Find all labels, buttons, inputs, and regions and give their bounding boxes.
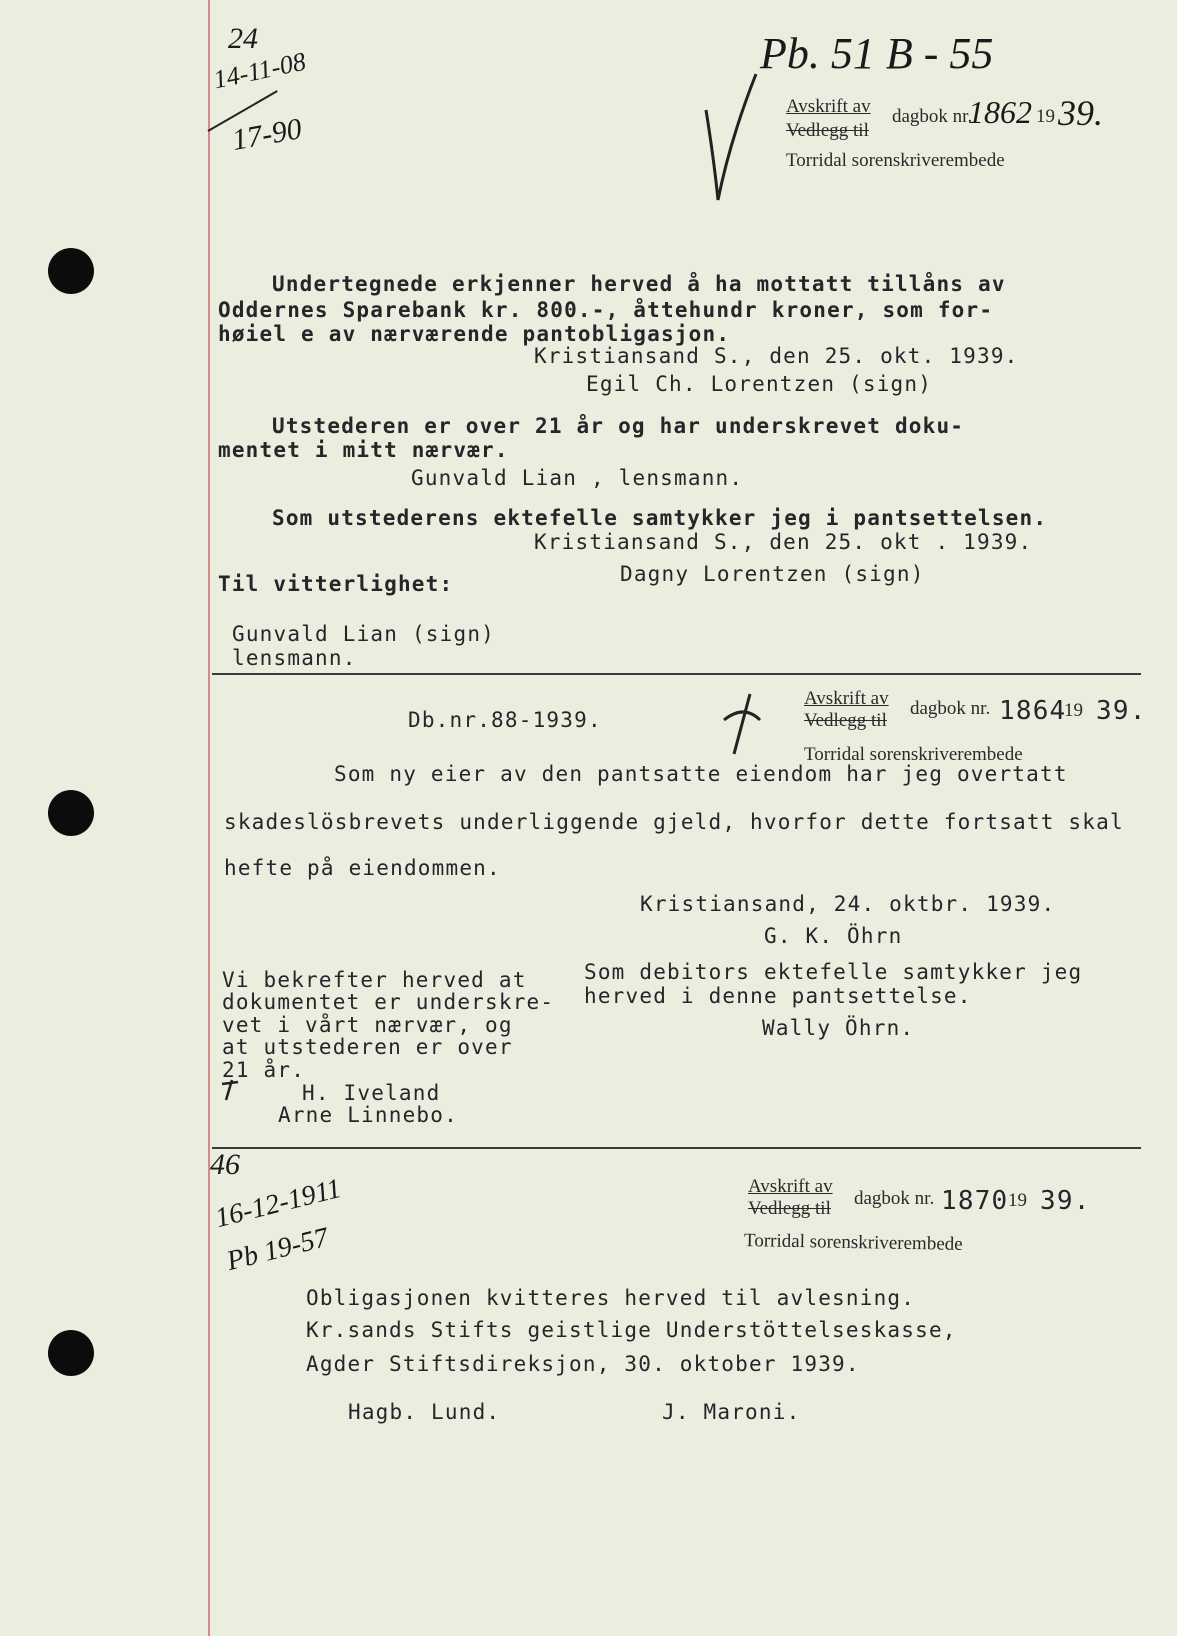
stamp-avskrift: Avskrift av — [748, 1176, 833, 1197]
stamp-year-prefix: 19 — [1036, 106, 1055, 127]
stamp-dagbok-number: 1864 — [999, 696, 1067, 726]
text-line: mentet i mitt nærvær. — [218, 438, 509, 462]
text-line: Agder Stiftsdireksjon, 30. oktober 1939. — [306, 1352, 860, 1376]
text-line: hefte på eiendommen. — [224, 856, 501, 880]
stamp-year-prefix: 19 — [1064, 700, 1083, 721]
initial-mark-icon — [720, 690, 770, 760]
stamp-dagbok-label: dagbok nr. — [910, 698, 991, 719]
text-line: Kristiansand S., den 25. okt. 1939. — [534, 344, 1019, 368]
stamp-avskrift: Avskrift av — [786, 96, 871, 117]
witness-line: Vi bekrefter herved at — [222, 968, 527, 992]
text-line: Oddernes Sparebank kr. 800.-, åttehundr kroner, som for- — [218, 298, 994, 322]
text-line: Som utstederens ektefelle samtykker jeg i pantsettelsen. — [272, 506, 1048, 530]
signature-line: Egil Ch. Lorentzen (sign) — [586, 372, 933, 396]
text-line: Utstederen er over 21 år og har underskrevet doku- — [272, 414, 965, 438]
signature-line: Hagb. Lund. — [348, 1400, 501, 1424]
stamp-office: Torridal sorenskriverembede — [786, 150, 1005, 171]
stamp-vedlegg: Vedlegg til — [748, 1198, 831, 1219]
text-line: herved i denne pantsettelse. — [584, 984, 972, 1008]
case-reference: Pb. 51 B - 55 — [760, 29, 994, 78]
text-line: Kr.sands Stifts geistlige Understöttelseskasse, — [306, 1318, 957, 1342]
stamp-dagbok-label: dagbok nr. — [854, 1188, 935, 1209]
section-divider — [212, 673, 1141, 675]
margin-line — [208, 0, 210, 1636]
text-line: Undertegnede erkjenner herved å ha mottatt tillåns av — [272, 272, 1006, 296]
punch-hole — [48, 790, 94, 836]
text-line: Kristiansand, 24. oktbr. 1939. — [640, 892, 1056, 916]
witness-line: at utstederen er over — [222, 1035, 513, 1059]
stamp-year-prefix: 19 — [1008, 1190, 1027, 1211]
stamp-dagbok-number: 1862 — [968, 94, 1032, 130]
signature-line: lensmann. — [232, 646, 357, 670]
punch-hole — [48, 248, 94, 294]
stamp-dagbok-label: dagbok nr. — [892, 106, 973, 127]
signature-line: Dagny Lorentzen (sign) — [620, 562, 925, 586]
signature-line: Gunvald Lian (sign) — [232, 622, 496, 646]
text-line: skadeslösbrevets underliggende gjeld, hvorfor dette fortsatt skal — [224, 810, 1124, 834]
text-line: Som ny eier av den pantsatte eiendom har jeg overtatt — [334, 762, 1068, 786]
witness-signature: H. Iveland — [302, 1081, 441, 1105]
signature-line: Wally Öhrn. — [762, 1016, 915, 1040]
signature-line: Gunvald Lian , lensmann. — [411, 466, 744, 490]
margin-note-number: 46 — [210, 1148, 240, 1181]
stamp-office: Torridal sorenskriverembede — [743, 1230, 963, 1255]
margin-note-ref: Pb 19-57 — [223, 1221, 332, 1278]
stamp-avskrift: Avskrift av — [804, 688, 889, 709]
witness-line: 21 år. — [222, 1058, 306, 1082]
text-line: Som debitors ektefelle samtykker jeg — [584, 960, 1083, 984]
margin-note-date: 14-11-08 — [210, 46, 309, 95]
text-line: høiel e av nærværende pantobligasjon. — [218, 322, 731, 346]
stamp-vedlegg: Vedlegg til — [786, 120, 869, 141]
cross-mark-icon — [220, 1078, 240, 1102]
stamp-year: 39. — [1096, 696, 1147, 726]
section-divider — [212, 1147, 1141, 1149]
witness-signature: Arne Linnebo. — [278, 1103, 458, 1127]
margin-note-number: 24 — [228, 22, 258, 55]
signature-line: J. Maroni. — [662, 1400, 801, 1424]
db-number: Db.nr.88-1939. — [408, 708, 602, 732]
stamp-office: Torridal sorenskriverembede — [804, 744, 1023, 765]
text-line: Kristiansand S., den 25. okt . 1939. — [534, 530, 1033, 554]
signature-line: G. K. Öhrn — [764, 924, 903, 948]
text-line: Til vitterlighet: — [218, 572, 454, 596]
margin-note-date: 16-12-1911 — [212, 1172, 345, 1235]
punch-hole — [48, 1330, 94, 1376]
witness-line: dokumentet er underskre- — [222, 990, 555, 1014]
stamp-dagbok-number: 1870 — [941, 1186, 1009, 1216]
stamp-vedlegg: Vedlegg til — [804, 710, 887, 731]
witness-line: vet i vårt nærvær, og — [222, 1013, 513, 1037]
margin-note-ref: 17-90 — [229, 112, 305, 157]
text-line: Obligasjonen kvitteres herved til avlesning. — [306, 1286, 916, 1310]
checkmark-icon — [700, 70, 760, 210]
stamp-year: 39. — [1058, 93, 1103, 133]
stamp-year: 39. — [1040, 1186, 1091, 1216]
